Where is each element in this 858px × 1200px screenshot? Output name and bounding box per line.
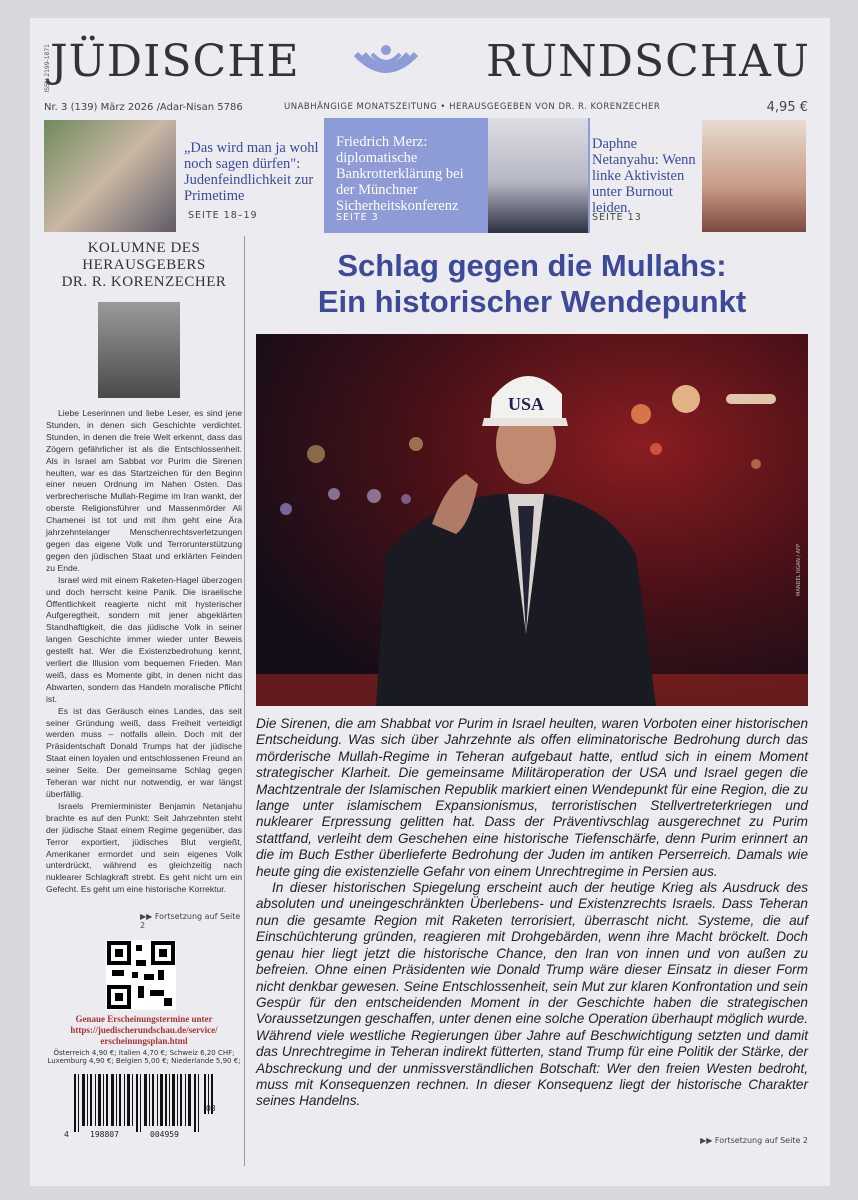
teaser-headline: „Das wird man ja wohl noch sagen dürfen": Judenfeindlichkeit zur Primetime (184, 140, 319, 204)
barcode-icon (74, 1074, 214, 1132)
masthead-title-right: RUNDSCHAU (485, 36, 810, 87)
foreign-prices (44, 1049, 244, 1065)
barcode-digit: 4 (64, 1130, 69, 1139)
publication-dates-url[interactable]: https://juedischerundschau.de/service/ (70, 1025, 218, 1035)
teaser-page-ref: SEITE 13 (592, 212, 642, 223)
teaser-page-ref: SEITE 3 (336, 212, 379, 223)
barcode (64, 1074, 224, 1144)
author-photo (98, 302, 180, 398)
photo-credit: MANDEL NGAN / AFP (796, 544, 802, 596)
teaser-photo-hosts (44, 120, 176, 232)
issue-number: Nr. 3 (139) März 2026 /Adar-Nisan 5786 (44, 102, 243, 113)
hero-photo (256, 334, 808, 706)
teaser-primetime[interactable] (44, 118, 324, 233)
column-paragraph: Israel wird mit einem Raketen-Hagel überzogen und doch herrscht keine Panik. Die israelische Öffentlichkeit reagierte nicht mit hysterischer Aufgeregtheit, sondern mit jener abgeklärten Standhaftigkeit, die das jüdische Volk in seiner langen Geschichte immer wieder unter Beweis gestellt hat. Wer die Existenzbedrohung kennt, verliert die Illusion vom bequemen Frieden. Man weiß, dass es Momente gibt, in denen nicht das Abwarten, sondern das Handeln moralische Pflicht ist. (46, 574, 242, 704)
column-paragraph: Es ist das Geräusch eines Landes, das seit seiner Gründung weiß, dass Freiheit verteidigt werden muss – notfalls allein. Doch mit der Präsidentschaft Donald Trumps hat der jüdische Staat einen loyalen und entschlossenen Freund an seiner Seite. Der gemeinsame Schlag gegen Teheran war nicht nur notwendig, er war längst überfällig. (46, 705, 242, 799)
foreign-prices-line: Luxemburg 4,90 €; Belgien 5,00 €; Niederlande 5,90 €; (47, 1057, 241, 1065)
qr-code-icon[interactable] (106, 940, 176, 1010)
continued-link[interactable]: ▶▶ Fortsetzung auf Seite 2 (700, 1136, 808, 1145)
column-body (46, 408, 242, 896)
publication-dates-url[interactable]: erscheinungsplan.html (100, 1036, 188, 1046)
hero-photo-scene (256, 334, 808, 706)
column-title-line: KOLUMNE DES (87, 240, 201, 256)
main-headline[interactable] (256, 248, 808, 320)
column-title-line: DR. R. KORENZECHER (61, 274, 227, 290)
teaser-photo-merz (488, 118, 588, 233)
foreign-prices-line: Österreich 4,90 €; Italien 4,70 €; Schweiz 6,20 CHF; (53, 1049, 235, 1057)
issn-number: ISSN 2199-1871 (44, 44, 51, 93)
column-title-line: HERAUSGEBERS (82, 257, 206, 273)
cover-price: 4,95 € (766, 100, 808, 115)
barcode-digit: 004959 (150, 1130, 179, 1139)
teaser-photo-netanyahu (702, 120, 806, 232)
issue-info-bar (44, 102, 808, 119)
editor-column (44, 236, 245, 1166)
column-paragraph: Liebe Leserinnen und liebe Leser, es sind jene Stunden, in denen sich Geschichte verdichtet. Stunden, in denen die freie Welt erkennt, dass das Zögern gefährlicher ist als die Entschlossenheit. Als in Israel am Sabbat vor Purim die Sirenen heulten, war es das Startzeichen für den Beginn einer neuen Ordnung im Nahen Osten. Das verbrecherische Mullah-Regime im Iran wankt, der oberste Religionsführer und Massenmörder Ali Chamenei ist tot und mit ihm geht eine Ära jahrzehntelanger Menschenrechtsverletzungen gegen das eigene Volk und Terrorunterstützung gegen den jüdischen Staat und erklärten Feinden zu Ende. (46, 408, 242, 573)
teaser-headline: Daphne Netanyahu: Wenn linke Aktivisten unter Burnout leiden. (592, 136, 696, 216)
article-paragraph: Die Sirenen, die am Shabbat vor Purim in Israel heulten, waren Vorboten einer historischen Entscheidung. Was sich über Jahrzehnte als offen eliminatorische Bedrohung durch das mörderische Mullah-Regime in Teheran aufgebaut hatte, entlud sich in einem Moment strategischer Klarheit. Die gemeinsame Militäroperation der USA und Israel gegen die Machtzentrale der Islamischen Republik markiert einen Wendepunkt für eine Region, die zu lange unter islamischem Expansionismus, terroristischen Stellvertreterkriegen und nuklearer Erpressung gelitten hat. Dass der Präventivschlag ausgerechnet zu Purim stattfand, verleiht dem Geschehen eine historische Tiefenschärfe, denn Purim erinnert an die im Buch Esther überlieferte Bedrohung der Juden im antiken Perserreich. Damals wie heute ging die existenzielle Gefahr von einem Unrechtregime in Persien aus. (256, 716, 808, 879)
main-headline-line: Schlag gegen die Mullahs: (337, 248, 727, 283)
column-paragraph: Israels Premierminister Benjamin Netanjahu brachte es auf den Punkt: Seit Jahrzehnten steht der jüdische Staat einem Regime gegenüber, das Terror exportiert, jüdisches Blut vergießt, Amerikaner ermordet und sein eigenes Volk unterdrückt, während es gleichzeitig nach nuklearer Schlagkraft strebt. Es geht nicht um ein Gefecht. Es geht um eine historische Korrektur. (46, 800, 242, 895)
barcode-digit: 198807 (90, 1130, 119, 1139)
cap-label: USA (507, 394, 545, 414)
teaser-merz[interactable] (324, 118, 624, 233)
masthead (50, 36, 810, 96)
main-article-body (256, 716, 808, 1110)
publication-dates-note[interactable] (44, 1014, 244, 1047)
column-title (44, 240, 244, 291)
main-headline-line: Ein historischer Wendepunkt (317, 284, 747, 319)
teaser-headline: Friedrich Merz: diplomatische Bankrotterklärung bei der Münchner Sicherheitskonferenz (336, 134, 464, 214)
barcode-issue: 03 (206, 1104, 216, 1113)
teaser-page-ref: SEITE 18–19 (188, 210, 258, 221)
publication-dates-line: Genaue Erscheinungstermine unter (75, 1014, 213, 1024)
article-paragraph: In dieser historischen Spiegelung erscheint auch der heutige Krieg als Ausdruck des absoluten und uneingeschränkten Überlebens- und Existenzrechts Israels. Dass Teheran nun die gesamte Region mit Raketen terrorisiert, überrascht nicht. Systeme, die auf Einschüchterung gründen, reagieren mit Drohgebärden, wenn ihre Macht bröckelt. Doch genau hier liegt jetzt die historische Chance, den Iran von innen und von außen zu befreien. Ohne einen Präsidenten wie Donald Trump wäre dieser Einsatz in dieser Form nicht denkbar gewesen. Seine Entschlossenheit, sein Mut zur klaren Konfrontation und sein Gespür für den entscheidenden Moment in der Geschichte haben die strategischen Voraussetzungen geschaffen, unter denen eine solche Operation überhaupt möglich wurde. Während viele westliche Regierungen über Jahre auf Beschwichtigung setzten und damit das Unrechtregime in Teheran indirekt fütterten, stand Trump für eine Politik der Stärke, der Abschreckung und der unmissverständlichen Botschaft: Wer den freien Westen bedroht, muss mit Konsequenzen rechnen. In dieser Konsequenz liegt der historische Charakter seines Handelns. (256, 880, 808, 1109)
continued-link[interactable]: ▶▶ Fortsetzung auf Seite 2 (140, 912, 241, 930)
teaser-netanyahu[interactable] (590, 118, 808, 233)
paper-subtitle: UNABHÄNGIGE MONATSZEITUNG • HERAUSGEGEBEN VON DR. R. KORENZECHER (284, 102, 661, 112)
menorah-logo-icon (350, 42, 422, 92)
masthead-title-left: JÜDISCHE (50, 36, 300, 87)
